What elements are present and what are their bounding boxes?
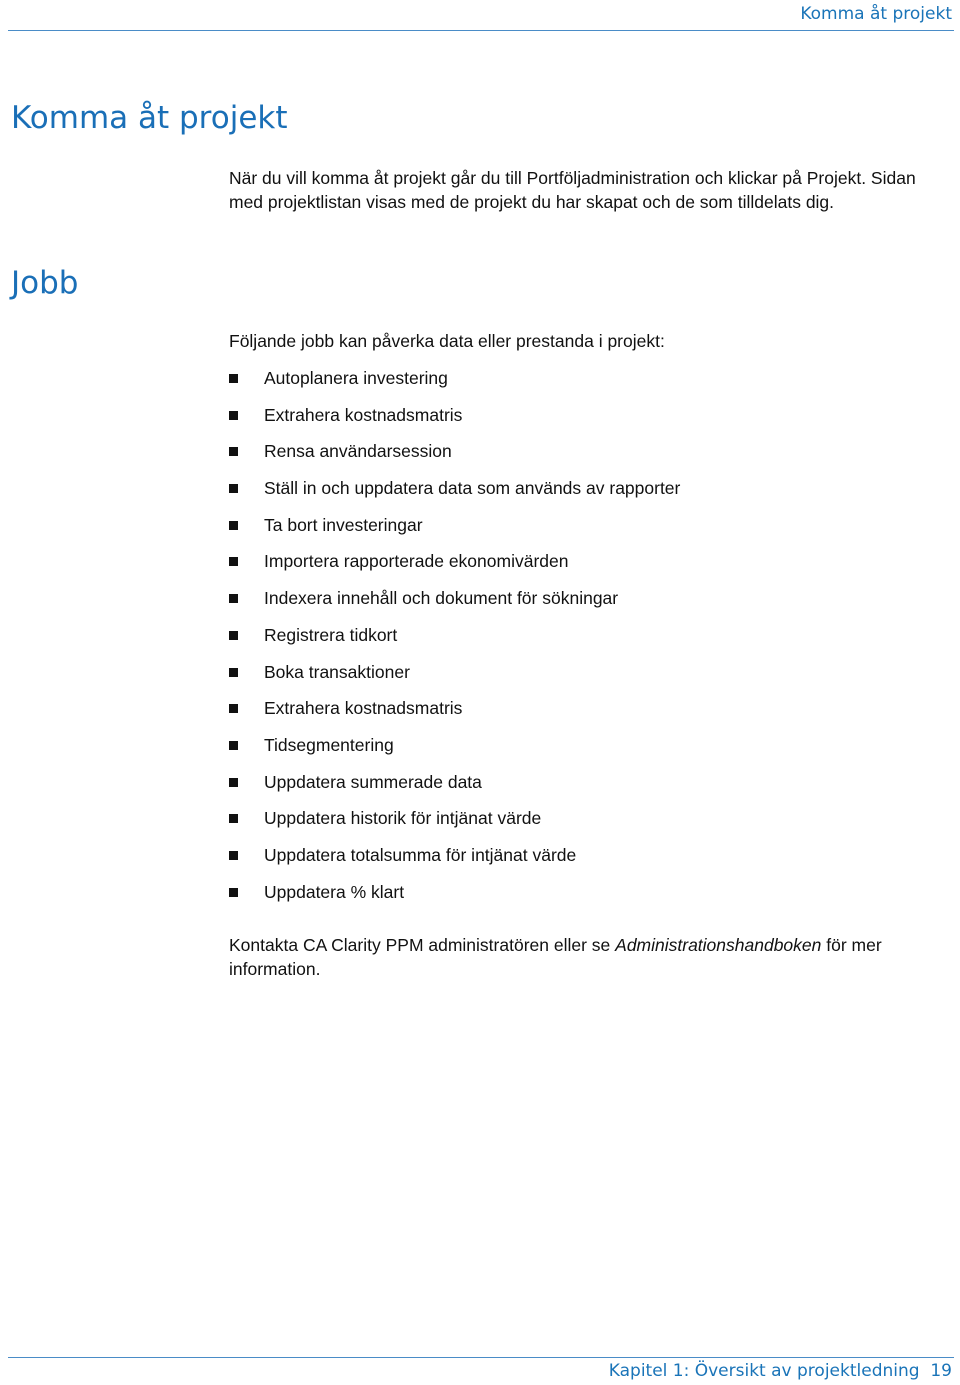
square-bullet-icon (229, 741, 238, 750)
list-item (229, 403, 680, 440)
contact-paragraph (229, 933, 930, 981)
list-item (229, 549, 680, 586)
running-footer (609, 1361, 952, 1381)
list-item (229, 733, 680, 770)
jobs-lead-paragraph: Följande jobb kan påverka data eller prestanda i projekt: (229, 331, 665, 351)
square-bullet-icon (229, 521, 238, 530)
square-bullet-icon (229, 374, 238, 383)
list-item (229, 366, 680, 403)
list-item (229, 696, 680, 733)
square-bullet-icon (229, 484, 238, 493)
list-item (229, 623, 680, 660)
list-item (229, 843, 680, 880)
list-item (229, 476, 680, 513)
list-item-label: Rensa användarsession (264, 441, 452, 462)
square-bullet-icon (229, 851, 238, 860)
list-item-label: Extrahera kostnadsmatris (264, 404, 463, 425)
list-item (229, 439, 680, 476)
header-divider (8, 30, 954, 31)
list-item-label: Extrahera kostnadsmatris (264, 698, 463, 719)
list-item (229, 586, 680, 623)
list-item (229, 770, 680, 807)
square-bullet-icon (229, 778, 238, 787)
list-item-label: Uppdatera historik för intjänat värde (264, 808, 542, 829)
square-bullet-icon (229, 668, 238, 677)
list-item-label: Uppdatera summerade data (264, 771, 482, 792)
list-item (229, 513, 680, 550)
job-list (229, 366, 680, 916)
footer-divider (8, 1357, 954, 1358)
section-title-komma-at-projekt: Komma åt projekt (11, 100, 288, 136)
running-header: Komma åt projekt (800, 4, 952, 24)
intro-paragraph: När du vill komma åt projekt går du till Portföljadministration och klickar på Projekt. Sidan med projektlistan visas med de projekt du har skapat och de som tilldelats dig. (229, 168, 916, 212)
list-item-label: Tidsegmentering (264, 734, 394, 755)
square-bullet-icon (229, 888, 238, 897)
list-item-label: Boka transaktioner (264, 661, 410, 682)
list-item (229, 660, 680, 697)
list-item (229, 806, 680, 843)
footer-chapter: Kapitel 1: Översikt av projektledning (608, 1361, 920, 1381)
contact-text-end: för mer information. (229, 935, 882, 979)
list-item-label: Ställ in och uppdatera data som används av rapporter (264, 478, 681, 499)
list-item-label: Autoplanera investering (264, 368, 448, 388)
admin-guide-reference: Administrationshandboken (615, 935, 822, 955)
list-item-label: Ta bort investeringar (264, 514, 423, 535)
square-bullet-icon (229, 704, 238, 713)
square-bullet-icon (229, 411, 238, 420)
list-item-label: Indexera innehåll och dokument för sökningar (264, 588, 619, 609)
section-title-jobb: Jobb (11, 265, 79, 301)
list-item-label: Importera rapporterade ekonomivärden (264, 551, 569, 572)
list-item-label: Registrera tidkort (264, 624, 398, 645)
square-bullet-icon (229, 447, 238, 456)
list-item-label: Uppdatera totalsumma för intjänat värde (264, 844, 577, 865)
contact-text-start: Kontakta CA Clarity PPM administratören eller se (229, 935, 616, 955)
square-bullet-icon (229, 557, 238, 566)
square-bullet-icon (229, 814, 238, 823)
list-item (229, 880, 680, 917)
page-number: 19 (930, 1361, 952, 1381)
square-bullet-icon (229, 594, 238, 603)
list-item-label: Uppdatera % klart (264, 881, 405, 902)
square-bullet-icon (229, 631, 238, 640)
